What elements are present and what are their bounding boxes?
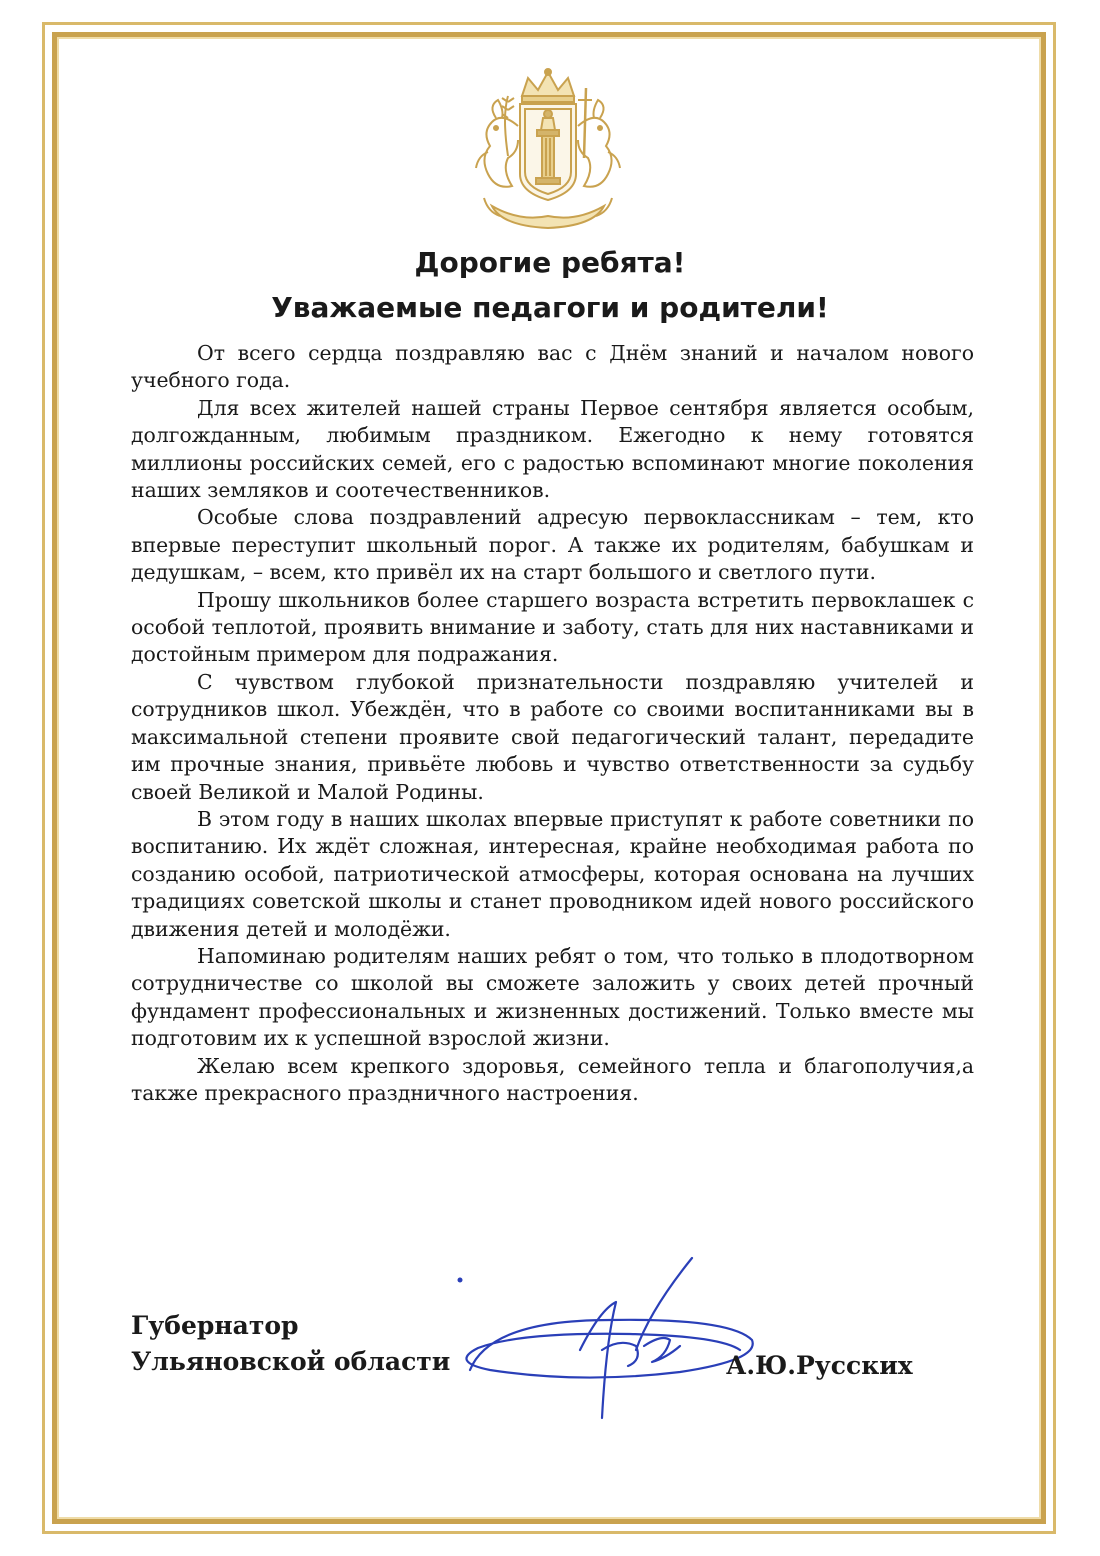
letter-paragraph: В этом году в наших школах впервые приступят к работе советники по воспитанию. Их ждёт сложная, интересная, крайне необходимая работа по созданию особой, патриотической атмосферы, которая основана на лучших традициях советской школы и станет проводником идей нового российского движения детей и молодёжи. (131, 806, 974, 941)
letter-paragraph: С чувством глубокой признательности поздравляю учителей и сотрудников школ. Убеждён, что в работе со своими воспитанниками вы в максимальной степени проявите свой педагогический талант, передадите им прочные знания, привьёте любовь и чувство ответственности за судьбу своей Великой и Малой Родины. (131, 669, 974, 804)
signatory-title (131, 1308, 450, 1380)
greeting-children: Дорогие ребята! (414, 246, 686, 279)
letter-body (131, 340, 974, 1107)
letter-paragraph: Напоминаю родителям наших ребят о том, что только в плодотворном сотрудничестве со школой вы сможете заложить у своих детей прочный фундамент профессиональных и жизненных достижений. Только вместе мы подготовим их к успешной взрослой жизни. (131, 943, 974, 1051)
letter-paragraph: Прошу школьников более старшего возраста встретить первоклашек с особой теплотой, проявить внимание и заботу, стать для них наставниками и достойным примером для подражания. (131, 587, 974, 667)
signatory-title-line-1: Губернатор (131, 1311, 299, 1340)
letter-paragraph: Особые слова поздравлений адресую первоклассникам – тем, кто впервые переступит школьный порог. А также их родителям, бабушкам и дедушкам, – всем, кто привёл их на старт большого и светлого пути. (131, 505, 974, 585)
letter-paragraph: От всего сердца поздравляю вас с Днём знаний и началом нового учебного года. (131, 341, 974, 393)
letter-paragraph: Для всех жителей нашей страны Первое сентября является особым, долгожданным, любимым праздником. Ежегодно к нему готовятся миллионы российских семей, его с радостью вспоминают многие поколения наших земляков и соотечественников. (131, 395, 974, 503)
signatory-title-line-2: Ульяновской области (131, 1347, 451, 1376)
letter-paragraph: Желаю всем крепкого здоровья, семейного тепла и благополучия,а также прекрасного праздничного настроения. (131, 1053, 974, 1105)
signatory-name: А.Ю.Русских (726, 1351, 913, 1380)
coat-of-arms-icon (462, 66, 634, 238)
greeting-teachers-parents: Уважаемые педагоги и родители! (271, 291, 829, 324)
handwritten-signature (430, 1250, 770, 1430)
